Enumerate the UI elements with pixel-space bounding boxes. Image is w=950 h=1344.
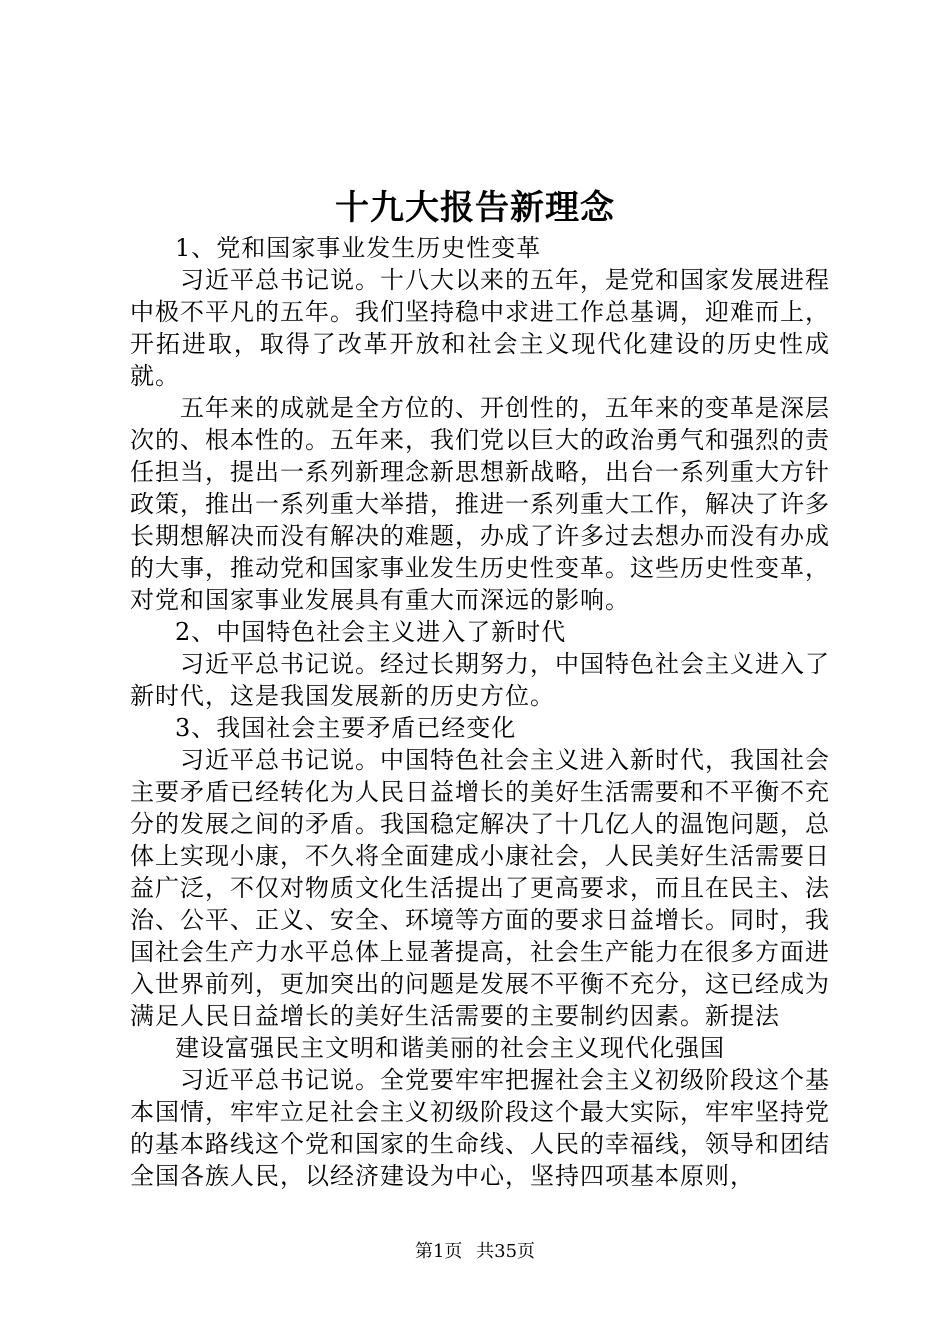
document-title: 十九大报告新理念 <box>335 188 615 228</box>
page-footer <box>0 1240 950 1264</box>
body-paragraph: 习近平总书记说。中国特色社会主义进入新时代，我国社会主要矛盾已经转化为人民日益增长的美好生活需要和不平衡不充分的发展之间的矛盾。我国稳定解决了十几亿人的温饱问题，总体上实现小康，不久将全面建成小康社会，人民美好生活需要日益广泛，不仅对物质文化生活提出了更高要求，而且在民主、法治、公平、正义、安全、环境等方面的要求日益增长。同时，我国社会生产力水平总体上显著提高，社会生产能力在很多方面进入世界前列，更加突出的问题是发展不平衡不充分，这已经成为满足人民日益增长的美好生活需要的主要制约因素。新提法 <box>130 746 830 1030</box>
body-paragraph: 习近平总书记说。经过长期努力，中国特色社会主义进入了新时代，这是我国发展新的历史方位。 <box>130 650 830 710</box>
section-heading: 3、我国社会主要矛盾已经变化 <box>175 714 517 742</box>
body-paragraph: 习近平总书记说。十八大以来的五年，是党和国家发展进程中极不平凡的五年。我们坚持稳中求进工作总基调，迎难而上，开拓进取，取得了改革开放和社会主义现代化建设的历史性成就。 <box>130 266 830 390</box>
page-number: 第1页 <box>414 1241 463 1262</box>
section-heading: 建设富强民主文明和谐美丽的社会主义现代化强国 <box>175 1034 725 1062</box>
document-body <box>130 232 830 1192</box>
section-heading: 2、中国特色社会主义进入了新时代 <box>175 618 567 646</box>
section-heading: 1、党和国家事业发生历史性变革 <box>175 234 542 262</box>
body-paragraph: 五年来的成就是全方位的、开创性的，五年来的变革是深层次的、根本性的。五年来，我们党以巨大的政治勇气和强烈的责任担当，提出一系列新理念新思想新战略，出台一系列重大方针政策，推出一系列重大举措，推进一系列重大工作，解决了许多长期想解决而没有解决的难题，办成了许多过去想办而没有办成的大事，推动党和国家事业发生历史性变革。这些历史性变革，对党和国家事业发展具有重大而深远的影响。 <box>130 394 830 614</box>
page-total: 共35页 <box>476 1241 536 1262</box>
body-paragraph: 习近平总书记说。全党要牢牢把握社会主义初级阶段这个基本国情，牢牢立足社会主义初级阶段这个最大实际，牢牢坚持党的基本路线这个党和国家的生命线、人民的幸福线，领导和团结全国各族人民，以经济建设为中心，坚持四项基本原则， <box>130 1066 830 1190</box>
